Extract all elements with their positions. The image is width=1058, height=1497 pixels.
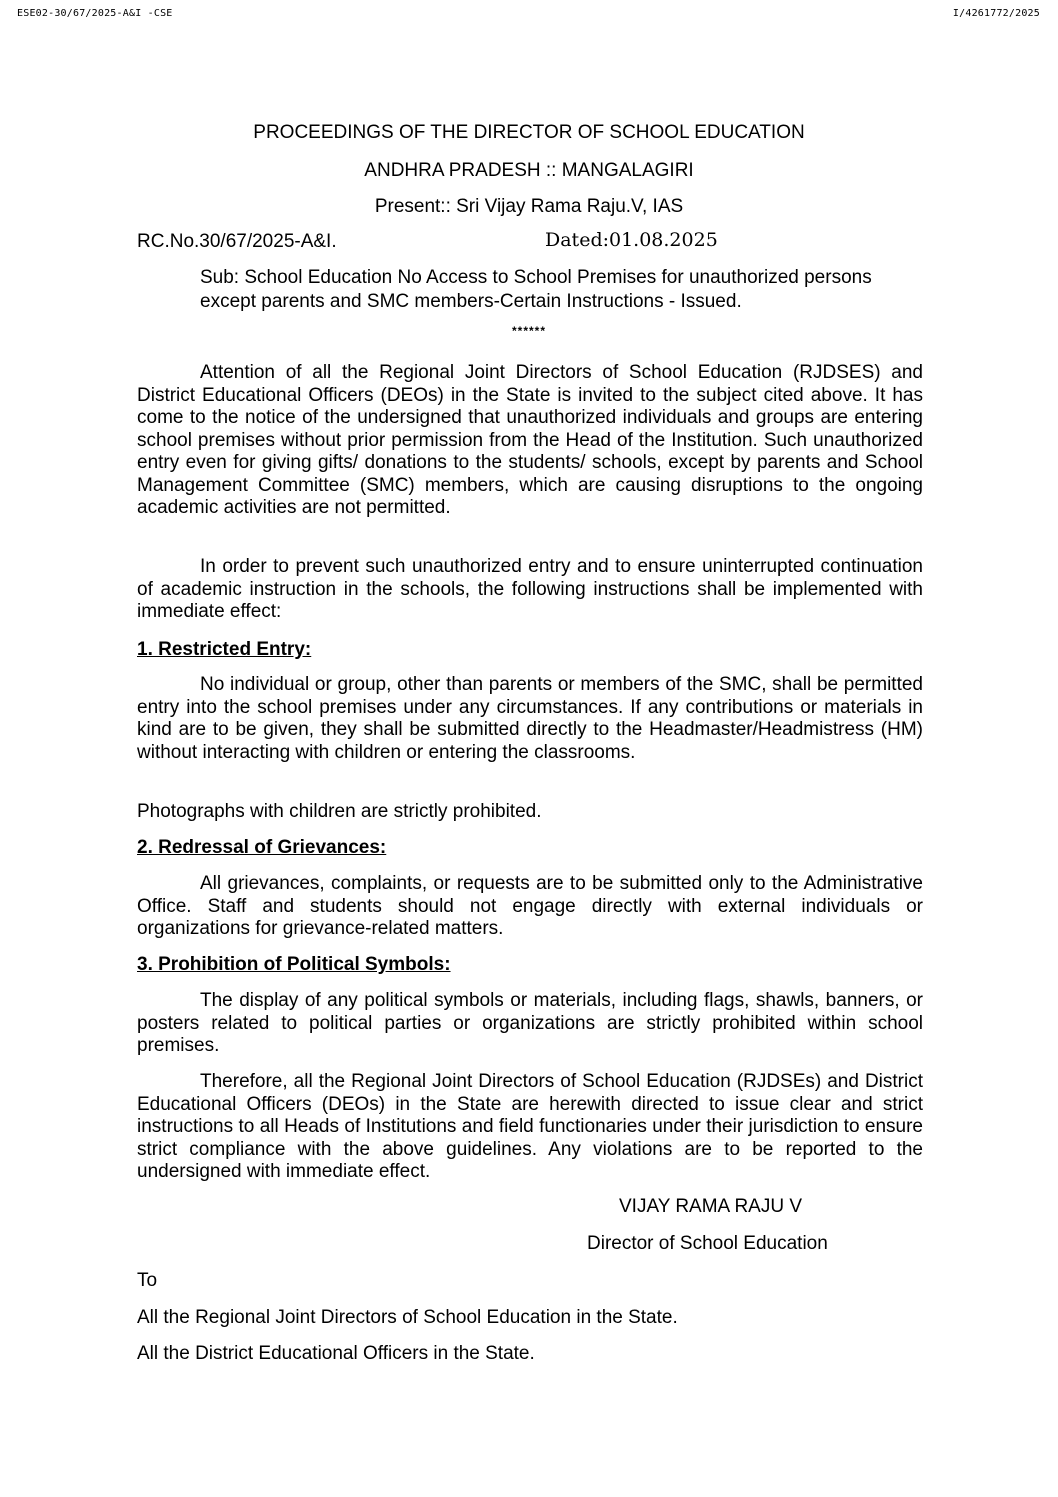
- file-reference-left: ESE02-30/67/2025-A&I -CSE: [17, 8, 173, 19]
- prevent-paragraph: In order to prevent such unauthorized entry and to ensure uninterrupted continuation of academic instruction in the schools, the following instructions shall be implemented with immediate effect:: [137, 556, 923, 622]
- file-reference-right: I/4261772/2025: [952, 8, 1040, 19]
- to-label: To: [137, 1270, 158, 1291]
- state-location-line: ANDHRA PRADESH :: MANGALAGIRI: [364, 160, 694, 181]
- rc-number: RC.No.30/67/2025-A&I.: [137, 231, 337, 252]
- separator-stars: ******: [511, 324, 547, 338]
- dated-label: Dated:01.08.2025: [545, 229, 718, 251]
- signatory-designation: Director of School Education: [587, 1233, 828, 1254]
- present-officer-line: Present:: Sri Vijay Rama Raju.V, IAS: [374, 196, 684, 217]
- section-heading-grievances: 2. Redressal of Grievances:: [137, 837, 387, 858]
- signatory-name: VIJAY RAMA RAJU V: [619, 1196, 803, 1217]
- recipient-item: All the District Educational Officers in the State.: [137, 1343, 535, 1364]
- section-body-grievances: All grievances, complaints, or requests are to be submitted only to the Administrative Office. Staff and students should not engage directly with external individuals or organizations for grievance-related matters.: [137, 873, 923, 939]
- section-body-political-symbols: The display of any political symbols or materials, including flags, shawls, banners, or posters related to political parties or organizations are strictly prohibited within school premises.: [137, 990, 923, 1056]
- proceedings-title: PROCEEDINGS OF THE DIRECTOR OF SCHOOL EDUCATION: [253, 122, 805, 143]
- section-heading-political-symbols: 3. Prohibition of Political Symbols:: [137, 954, 451, 975]
- conclusion-paragraph: Therefore, all the Regional Joint Directors of School Education (RJDSEs) and District Educational Officers (DEOs) in the State are herewith directed to issue clear and strict instructions to all Heads of Institutions and field functionaries under their jurisdiction to ensure strict compliance with the above guidelines. Any violations are to be reported to the undersigned with immediate effect.: [137, 1071, 923, 1182]
- recipient-item: All the Regional Joint Directors of School Education in the State.: [137, 1307, 678, 1328]
- section-note-photographs: Photographs with children are strictly prohibited.: [137, 801, 542, 822]
- section-heading-restricted-entry: 1. Restricted Entry:: [137, 639, 312, 660]
- intro-paragraph: Attention of all the Regional Joint Directors of School Education (RJDSES) and District Educational Officers (DEOs) in the State is invited to the subject cited above. It has come to the notice of the undersigned that unauthorized individuals and groups are entering school premises without prior permission from the Head of the Institution. Such unauthorized entry even for giving gifts/ donations to the students/ schools, except by parents and School Management Committee (SMC) members, which are causing disruptions to the ongoing academic activities are not permitted.: [137, 362, 923, 518]
- subject-line: Sub: School Education No Access to School Premises for unauthorized persons except parents and SMC members-Certain Instructions - Issued.: [200, 267, 872, 312]
- section-body-restricted-entry: No individual or group, other than parents or members of the SMC, shall be permitted entry into the school premises under any circumstances. If any contributions or materials in kind are to be given, they shall be submitted directly to the Headmaster/Headmistress (HM) without interacting with children or entering the classrooms.: [137, 674, 923, 763]
